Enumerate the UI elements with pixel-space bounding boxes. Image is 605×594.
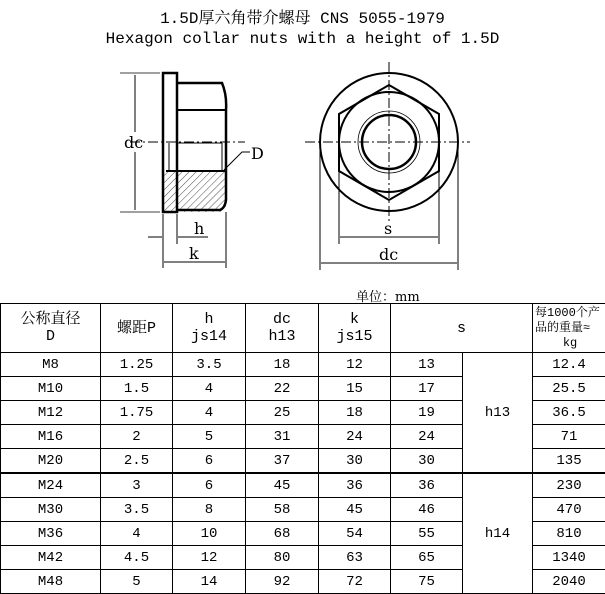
table-cell: 12 [319,353,391,377]
table-cell: 2040 [533,570,605,594]
table-cell: 5 [101,570,173,594]
dimension-table [0,303,605,594]
table-cell: 45 [246,473,319,498]
table-cell: 25.5 [533,377,605,401]
table-cell: 65 [391,546,463,570]
table-cell: 12 [173,546,246,570]
table-cell: M10 [1,377,101,401]
table-cell: 6 [173,449,246,474]
table-cell: 31 [246,425,319,449]
table-cell: M42 [1,546,101,570]
table-cell: 14 [173,570,246,594]
table-cell: 1.75 [101,401,173,425]
table-cell: 63 [319,546,391,570]
table-cell: 1.5 [101,377,173,401]
s-label: s [384,219,392,238]
table-cell: 36 [391,473,463,498]
table-cell: 80 [246,546,319,570]
dc-front-label: dc [379,245,398,264]
table-cell: 4 [173,377,246,401]
table-cell: 46 [391,498,463,522]
table-cell: 37 [246,449,319,474]
table-cell: 36 [319,473,391,498]
table-row [1,473,605,498]
table-cell: 30 [319,449,391,474]
table-row [1,353,605,377]
table-cell: 24 [319,425,391,449]
table-cell: 470 [533,498,605,522]
table-cell: 72 [319,570,391,594]
table-cell: 2.5 [101,449,173,474]
table-cell: 135 [533,449,605,474]
table-cell: 8 [173,498,246,522]
table-cell: 3.5 [173,353,246,377]
table-cell: 18 [319,401,391,425]
table-cell: 25 [246,401,319,425]
table-cell: 24 [391,425,463,449]
table-cell: M24 [1,473,101,498]
s-tolerance: h13 [463,353,533,474]
table-cell: 12.4 [533,353,605,377]
table-cell: M20 [1,449,101,474]
table-cell: 17 [391,377,463,401]
table-cell: 45 [319,498,391,522]
table-cell: 92 [246,570,319,594]
table-cell: 13 [391,353,463,377]
table-cell: 54 [319,522,391,546]
table-cell: M48 [1,570,101,594]
table-cell: 1.25 [101,353,173,377]
table-cell: 230 [533,473,605,498]
k-label: k [189,244,199,263]
table-cell: 6 [173,473,246,498]
D-label: D [251,144,264,163]
table-cell: 3 [101,473,173,498]
table-cell: 3.5 [101,498,173,522]
title-en: Hexagon collar nuts with a height of 1.5D [0,30,605,48]
s-tolerance: h14 [463,473,533,594]
table-cell: 2 [101,425,173,449]
table-cell: 5 [173,425,246,449]
h-label: h [194,219,204,238]
table-cell: 1340 [533,546,605,570]
table-cell: M36 [1,522,101,546]
table-cell: 4 [101,522,173,546]
header-weight: 每1000个产 品的重量≈ kg [533,304,605,353]
header-s: s [391,304,533,353]
unit-label: 单位：mm [356,286,420,305]
table-cell: 4.5 [101,546,173,570]
table-cell: 4 [173,401,246,425]
header-pitch: 螺距P [101,304,173,353]
header-k: k js15 [319,304,391,353]
table-cell: 71 [533,425,605,449]
table-cell: 36.5 [533,401,605,425]
table-cell: M12 [1,401,101,425]
dc-label: dc [124,133,143,152]
table-cell: 75 [391,570,463,594]
table-cell: M16 [1,425,101,449]
table-cell: M8 [1,353,101,377]
table-cell: M30 [1,498,101,522]
title-cn: 1.5D厚六角带介螺母 CNS 5055-1979 [0,5,605,28]
table-cell: 19 [391,401,463,425]
header-diameter: 公称直径 D [1,304,101,353]
table-cell: 58 [246,498,319,522]
table-cell: 18 [246,353,319,377]
table-cell: 22 [246,377,319,401]
header-h: h js14 [173,304,246,353]
header-dc: dc h13 [246,304,319,353]
table-cell: 55 [391,522,463,546]
table-cell: 30 [391,449,463,474]
table-cell: 68 [246,522,319,546]
table-cell: 10 [173,522,246,546]
table-cell: 810 [533,522,605,546]
table-cell: 15 [319,377,391,401]
